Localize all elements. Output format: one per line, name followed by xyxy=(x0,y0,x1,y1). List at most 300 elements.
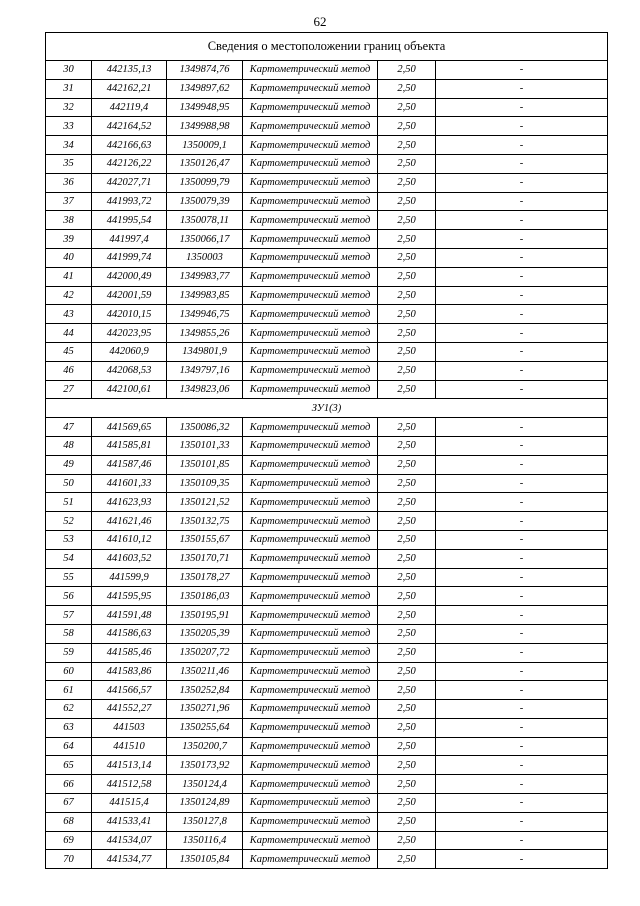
cell-point-number: 42 xyxy=(46,286,92,305)
cell-coord-y: 1350207,72 xyxy=(167,643,243,662)
table-row xyxy=(46,324,608,343)
table-row xyxy=(46,79,608,98)
cell-coord-y: 1349797,16 xyxy=(167,361,243,380)
cell-accuracy: 2,50 xyxy=(378,831,436,850)
cell-point-number: 48 xyxy=(46,436,92,455)
cell-method: Картометрический метод xyxy=(243,568,378,587)
cell-point-number: 61 xyxy=(46,681,92,700)
cell-coord-y: 1349874,76 xyxy=(167,61,243,80)
cell-coord-y: 1349801,9 xyxy=(167,342,243,361)
cell-coord-x: 441603,52 xyxy=(92,549,167,568)
cell-point-number: 58 xyxy=(46,624,92,643)
cell-accuracy: 2,50 xyxy=(378,737,436,756)
table-row xyxy=(46,512,608,531)
cell-description: - xyxy=(436,192,608,211)
cell-method: Картометрический метод xyxy=(243,324,378,343)
cell-method: Картометрический метод xyxy=(243,286,378,305)
cell-coord-y: 1349897,62 xyxy=(167,79,243,98)
cell-description: - xyxy=(436,211,608,230)
cell-accuracy: 2,50 xyxy=(378,662,436,681)
cell-coord-x: 441552,27 xyxy=(92,700,167,719)
cell-description: - xyxy=(436,568,608,587)
table-row xyxy=(46,267,608,286)
table-row xyxy=(46,606,608,625)
cell-point-number: 31 xyxy=(46,79,92,98)
cell-accuracy: 2,50 xyxy=(378,512,436,531)
cell-accuracy: 2,50 xyxy=(378,812,436,831)
cell-coord-x: 442135,13 xyxy=(92,61,167,80)
cell-description: - xyxy=(436,98,608,117)
cell-coord-y: 1350173,92 xyxy=(167,756,243,775)
table-row xyxy=(46,530,608,549)
cell-coord-y: 1350101,33 xyxy=(167,436,243,455)
table-row xyxy=(46,662,608,681)
cell-method: Картометрический метод xyxy=(243,61,378,80)
cell-description: - xyxy=(436,361,608,380)
cell-coord-x: 442000,49 xyxy=(92,267,167,286)
table-row xyxy=(46,192,608,211)
cell-accuracy: 2,50 xyxy=(378,173,436,192)
cell-coord-y: 1350124,4 xyxy=(167,775,243,794)
cell-method: Картометрический метод xyxy=(243,530,378,549)
cell-accuracy: 2,50 xyxy=(378,718,436,737)
cell-description: - xyxy=(436,455,608,474)
cell-method: Картометрический метод xyxy=(243,624,378,643)
cell-accuracy: 2,50 xyxy=(378,154,436,173)
cell-method: Картометрический метод xyxy=(243,775,378,794)
cell-description: - xyxy=(436,643,608,662)
cell-coord-x: 442126,22 xyxy=(92,154,167,173)
cell-accuracy: 2,50 xyxy=(378,117,436,136)
cell-accuracy: 2,50 xyxy=(378,681,436,700)
table-row xyxy=(46,718,608,737)
cell-point-number: 35 xyxy=(46,154,92,173)
cell-method: Картометрический метод xyxy=(243,794,378,813)
cell-description: - xyxy=(436,173,608,192)
cell-accuracy: 2,50 xyxy=(378,643,436,662)
cell-coord-x: 441999,74 xyxy=(92,248,167,267)
cell-description: - xyxy=(436,662,608,681)
cell-accuracy: 2,50 xyxy=(378,794,436,813)
cell-description: - xyxy=(436,700,608,719)
table-row xyxy=(46,587,608,606)
cell-coord-x: 441993,72 xyxy=(92,192,167,211)
cell-accuracy: 2,50 xyxy=(378,624,436,643)
cell-method: Картометрический метод xyxy=(243,831,378,850)
cell-coord-x: 442166,63 xyxy=(92,136,167,155)
cell-coord-y: 1350271,96 xyxy=(167,700,243,719)
cell-description: - xyxy=(436,587,608,606)
cell-method: Картометрический метод xyxy=(243,154,378,173)
cell-method: Картометрический метод xyxy=(243,418,378,437)
cell-description: - xyxy=(436,850,608,869)
cell-method: Картометрический метод xyxy=(243,305,378,324)
cell-coord-y: 1350200,7 xyxy=(167,737,243,756)
cell-coord-y: 1350116,4 xyxy=(167,831,243,850)
table-row xyxy=(46,418,608,437)
cell-method: Картометрический метод xyxy=(243,192,378,211)
cell-description: - xyxy=(436,136,608,155)
cell-description: - xyxy=(436,230,608,249)
cell-point-number: 51 xyxy=(46,493,92,512)
cell-point-number: 67 xyxy=(46,794,92,813)
table-title: Сведения о местоположении границ объекта xyxy=(46,33,608,61)
cell-coord-x: 442164,52 xyxy=(92,117,167,136)
cell-coord-x: 441586,63 xyxy=(92,624,167,643)
boundary-coordinates-table xyxy=(45,32,608,869)
cell-description: - xyxy=(436,474,608,493)
cell-description: - xyxy=(436,418,608,437)
cell-accuracy: 2,50 xyxy=(378,549,436,568)
cell-coord-x: 441534,07 xyxy=(92,831,167,850)
cell-coord-y: 1350109,35 xyxy=(167,474,243,493)
cell-point-number: 49 xyxy=(46,455,92,474)
cell-accuracy: 2,50 xyxy=(378,305,436,324)
cell-description: - xyxy=(436,324,608,343)
cell-coord-y: 1349988,98 xyxy=(167,117,243,136)
table-row xyxy=(46,643,608,662)
cell-point-number: 52 xyxy=(46,512,92,531)
cell-method: Картометрический метод xyxy=(243,361,378,380)
table-row xyxy=(46,474,608,493)
table-row xyxy=(46,98,608,117)
cell-point-number: 30 xyxy=(46,61,92,80)
cell-description: - xyxy=(436,436,608,455)
cell-method: Картометрический метод xyxy=(243,211,378,230)
cell-method: Картометрический метод xyxy=(243,718,378,737)
cell-method: Картометрический метод xyxy=(243,136,378,155)
section-row xyxy=(46,399,608,418)
cell-coord-y: 1350086,32 xyxy=(167,418,243,437)
cell-coord-x: 441510 xyxy=(92,737,167,756)
cell-method: Картометрический метод xyxy=(243,380,378,399)
cell-coord-x: 442001,59 xyxy=(92,286,167,305)
table-row xyxy=(46,342,608,361)
table-row xyxy=(46,61,608,80)
cell-accuracy: 2,50 xyxy=(378,380,436,399)
cell-coord-y: 1350127,8 xyxy=(167,812,243,831)
cell-coord-y: 1350121,52 xyxy=(167,493,243,512)
cell-accuracy: 2,50 xyxy=(378,474,436,493)
cell-coord-x: 442027,71 xyxy=(92,173,167,192)
cell-accuracy: 2,50 xyxy=(378,436,436,455)
cell-description: - xyxy=(436,794,608,813)
cell-point-number: 37 xyxy=(46,192,92,211)
table-row xyxy=(46,568,608,587)
cell-point-number: 32 xyxy=(46,98,92,117)
cell-description: - xyxy=(436,681,608,700)
table-row xyxy=(46,136,608,155)
cell-accuracy: 2,50 xyxy=(378,530,436,549)
cell-method: Картометрический метод xyxy=(243,756,378,775)
cell-method: Картометрический метод xyxy=(243,474,378,493)
cell-coord-y: 1350126,47 xyxy=(167,154,243,173)
cell-method: Картометрический метод xyxy=(243,662,378,681)
cell-method: Картометрический метод xyxy=(243,436,378,455)
cell-coord-x: 441566,57 xyxy=(92,681,167,700)
table-row xyxy=(46,737,608,756)
cell-coord-x: 441587,46 xyxy=(92,455,167,474)
cell-coord-x: 441583,86 xyxy=(92,662,167,681)
table-body xyxy=(46,33,608,869)
section-label: ЗУ1(3) xyxy=(46,399,608,418)
cell-accuracy: 2,50 xyxy=(378,211,436,230)
cell-point-number: 46 xyxy=(46,361,92,380)
cell-point-number: 56 xyxy=(46,587,92,606)
table-row xyxy=(46,436,608,455)
cell-coord-y: 1350078,11 xyxy=(167,211,243,230)
table-row xyxy=(46,248,608,267)
table-row xyxy=(46,230,608,249)
cell-accuracy: 2,50 xyxy=(378,700,436,719)
cell-point-number: 41 xyxy=(46,267,92,286)
cell-description: - xyxy=(436,512,608,531)
cell-description: - xyxy=(436,812,608,831)
cell-accuracy: 2,50 xyxy=(378,775,436,794)
cell-coord-y: 1350105,84 xyxy=(167,850,243,869)
cell-method: Картометрический метод xyxy=(243,737,378,756)
cell-coord-y: 1350079,39 xyxy=(167,192,243,211)
cell-coord-x: 441585,46 xyxy=(92,643,167,662)
cell-point-number: 57 xyxy=(46,606,92,625)
cell-description: - xyxy=(436,530,608,549)
cell-accuracy: 2,50 xyxy=(378,418,436,437)
table-title-row xyxy=(46,33,608,61)
cell-point-number: 27 xyxy=(46,380,92,399)
cell-accuracy: 2,50 xyxy=(378,192,436,211)
cell-coord-x: 442010,15 xyxy=(92,305,167,324)
cell-description: - xyxy=(436,493,608,512)
cell-coord-y: 1349823,06 xyxy=(167,380,243,399)
cell-coord-x: 441621,46 xyxy=(92,512,167,531)
cell-method: Картометрический метод xyxy=(243,681,378,700)
cell-accuracy: 2,50 xyxy=(378,342,436,361)
cell-description: - xyxy=(436,380,608,399)
cell-method: Картометрический метод xyxy=(243,173,378,192)
table-row xyxy=(46,493,608,512)
cell-point-number: 34 xyxy=(46,136,92,155)
cell-point-number: 70 xyxy=(46,850,92,869)
cell-coord-x: 441599,9 xyxy=(92,568,167,587)
cell-accuracy: 2,50 xyxy=(378,756,436,775)
cell-accuracy: 2,50 xyxy=(378,79,436,98)
cell-coord-y: 1349983,85 xyxy=(167,286,243,305)
cell-accuracy: 2,50 xyxy=(378,455,436,474)
cell-coord-x: 442162,21 xyxy=(92,79,167,98)
table-row xyxy=(46,305,608,324)
cell-description: - xyxy=(436,549,608,568)
cell-method: Картометрический метод xyxy=(243,512,378,531)
cell-description: - xyxy=(436,79,608,98)
cell-accuracy: 2,50 xyxy=(378,361,436,380)
cell-point-number: 68 xyxy=(46,812,92,831)
cell-coord-x: 441610,12 xyxy=(92,530,167,549)
cell-coord-x: 441515,4 xyxy=(92,794,167,813)
cell-coord-x: 442100,61 xyxy=(92,380,167,399)
table-row xyxy=(46,455,608,474)
cell-coord-y: 1349948,95 xyxy=(167,98,243,117)
table-row xyxy=(46,812,608,831)
cell-accuracy: 2,50 xyxy=(378,230,436,249)
cell-method: Картометрический метод xyxy=(243,549,378,568)
cell-coord-x: 441533,41 xyxy=(92,812,167,831)
cell-coord-x: 441512,58 xyxy=(92,775,167,794)
cell-point-number: 38 xyxy=(46,211,92,230)
cell-point-number: 40 xyxy=(46,248,92,267)
cell-coord-x: 441503 xyxy=(92,718,167,737)
cell-coord-y: 1350099,79 xyxy=(167,173,243,192)
cell-point-number: 54 xyxy=(46,549,92,568)
cell-method: Картометрический метод xyxy=(243,230,378,249)
cell-point-number: 53 xyxy=(46,530,92,549)
cell-coord-x: 442023,95 xyxy=(92,324,167,343)
cell-point-number: 59 xyxy=(46,643,92,662)
cell-accuracy: 2,50 xyxy=(378,850,436,869)
cell-coord-x: 441591,48 xyxy=(92,606,167,625)
cell-coord-x: 441585,81 xyxy=(92,436,167,455)
cell-coord-y: 1350009,1 xyxy=(167,136,243,155)
cell-point-number: 63 xyxy=(46,718,92,737)
cell-coord-x: 442068,53 xyxy=(92,361,167,380)
cell-coord-y: 1350066,17 xyxy=(167,230,243,249)
cell-description: - xyxy=(436,831,608,850)
cell-accuracy: 2,50 xyxy=(378,267,436,286)
cell-description: - xyxy=(436,305,608,324)
cell-point-number: 43 xyxy=(46,305,92,324)
table-row xyxy=(46,380,608,399)
table-row xyxy=(46,624,608,643)
cell-method: Картометрический метод xyxy=(243,493,378,512)
cell-description: - xyxy=(436,267,608,286)
cell-description: - xyxy=(436,117,608,136)
table-row xyxy=(46,549,608,568)
cell-description: - xyxy=(436,606,608,625)
cell-point-number: 64 xyxy=(46,737,92,756)
cell-description: - xyxy=(436,718,608,737)
cell-method: Картометрический метод xyxy=(243,455,378,474)
table-row xyxy=(46,286,608,305)
cell-point-number: 33 xyxy=(46,117,92,136)
cell-coord-y: 1350252,84 xyxy=(167,681,243,700)
cell-coord-x: 441997,4 xyxy=(92,230,167,249)
table-row xyxy=(46,700,608,719)
cell-description: - xyxy=(436,248,608,267)
cell-description: - xyxy=(436,756,608,775)
cell-point-number: 39 xyxy=(46,230,92,249)
cell-description: - xyxy=(436,775,608,794)
cell-point-number: 44 xyxy=(46,324,92,343)
cell-coord-x: 442119,4 xyxy=(92,98,167,117)
cell-description: - xyxy=(436,61,608,80)
cell-description: - xyxy=(436,624,608,643)
cell-accuracy: 2,50 xyxy=(378,606,436,625)
cell-accuracy: 2,50 xyxy=(378,587,436,606)
cell-method: Картометрический метод xyxy=(243,117,378,136)
cell-coord-y: 1350101,85 xyxy=(167,455,243,474)
table-row xyxy=(46,173,608,192)
cell-coord-y: 1350132,75 xyxy=(167,512,243,531)
cell-coord-x: 441569,65 xyxy=(92,418,167,437)
cell-coord-y: 1349946,75 xyxy=(167,305,243,324)
table-row xyxy=(46,831,608,850)
cell-method: Картометрический метод xyxy=(243,606,378,625)
cell-accuracy: 2,50 xyxy=(378,286,436,305)
cell-coord-x: 441595,95 xyxy=(92,587,167,606)
cell-point-number: 36 xyxy=(46,173,92,192)
cell-coord-y: 1350211,46 xyxy=(167,662,243,681)
cell-method: Картометрический метод xyxy=(243,342,378,361)
cell-accuracy: 2,50 xyxy=(378,61,436,80)
cell-method: Картометрический метод xyxy=(243,98,378,117)
table-row xyxy=(46,154,608,173)
cell-coord-y: 1350003 xyxy=(167,248,243,267)
table-row xyxy=(46,775,608,794)
cell-accuracy: 2,50 xyxy=(378,136,436,155)
cell-point-number: 60 xyxy=(46,662,92,681)
cell-coord-y: 1350124,89 xyxy=(167,794,243,813)
cell-method: Картометрический метод xyxy=(243,267,378,286)
cell-method: Картометрический метод xyxy=(243,643,378,662)
cell-description: - xyxy=(436,286,608,305)
cell-coord-x: 441534,77 xyxy=(92,850,167,869)
cell-method: Картометрический метод xyxy=(243,812,378,831)
cell-description: - xyxy=(436,154,608,173)
cell-point-number: 69 xyxy=(46,831,92,850)
cell-point-number: 47 xyxy=(46,418,92,437)
cell-accuracy: 2,50 xyxy=(378,248,436,267)
cell-coord-x: 441513,14 xyxy=(92,756,167,775)
table-row xyxy=(46,211,608,230)
cell-coord-y: 1350255,64 xyxy=(167,718,243,737)
cell-point-number: 65 xyxy=(46,756,92,775)
cell-accuracy: 2,50 xyxy=(378,493,436,512)
cell-point-number: 50 xyxy=(46,474,92,493)
cell-coord-y: 1350170,71 xyxy=(167,549,243,568)
cell-point-number: 66 xyxy=(46,775,92,794)
page-number: 62 xyxy=(313,14,327,29)
cell-coord-y: 1350155,67 xyxy=(167,530,243,549)
cell-coord-x: 441601,33 xyxy=(92,474,167,493)
cell-method: Картометрический метод xyxy=(243,587,378,606)
cell-point-number: 45 xyxy=(46,342,92,361)
table-row xyxy=(46,361,608,380)
cell-description: - xyxy=(436,342,608,361)
cell-method: Картометрический метод xyxy=(243,850,378,869)
cell-coord-x: 441623,93 xyxy=(92,493,167,512)
cell-accuracy: 2,50 xyxy=(378,568,436,587)
cell-accuracy: 2,50 xyxy=(378,324,436,343)
cell-coord-y: 1350205,39 xyxy=(167,624,243,643)
cell-method: Картометрический метод xyxy=(243,248,378,267)
cell-method: Картометрический метод xyxy=(243,79,378,98)
table-row xyxy=(46,681,608,700)
cell-coord-y: 1350186,03 xyxy=(167,587,243,606)
table-row xyxy=(46,794,608,813)
cell-point-number: 55 xyxy=(46,568,92,587)
cell-description: - xyxy=(436,737,608,756)
cell-method: Картометрический метод xyxy=(243,700,378,719)
cell-coord-y: 1350178,27 xyxy=(167,568,243,587)
cell-coord-x: 441995,54 xyxy=(92,211,167,230)
table-row xyxy=(46,756,608,775)
cell-coord-y: 1350195,91 xyxy=(167,606,243,625)
cell-point-number: 62 xyxy=(46,700,92,719)
table-row xyxy=(46,117,608,136)
table-row xyxy=(46,850,608,869)
cell-coord-x: 442060,9 xyxy=(92,342,167,361)
cell-accuracy: 2,50 xyxy=(378,98,436,117)
cell-coord-y: 1349855,26 xyxy=(167,324,243,343)
